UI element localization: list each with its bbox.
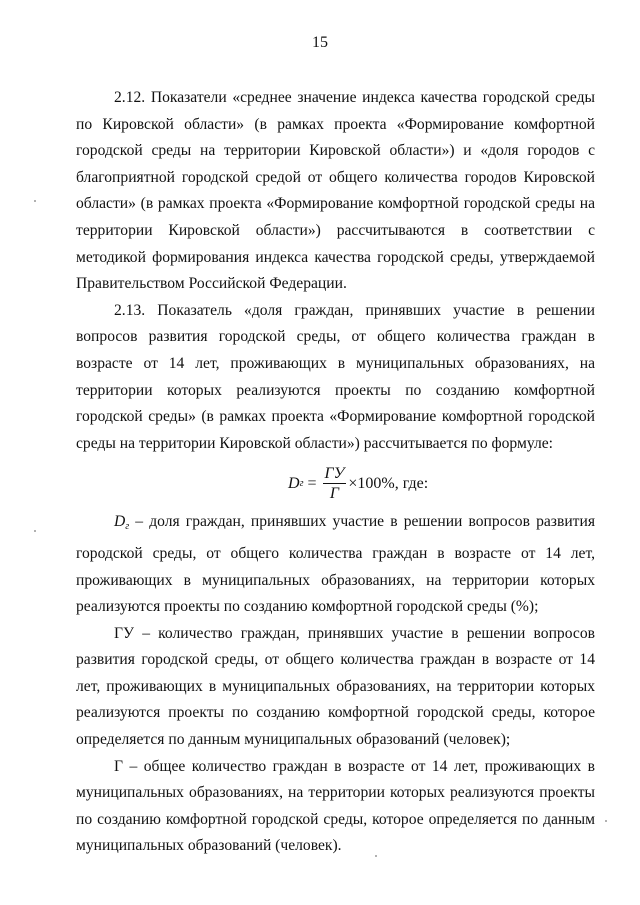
formula-equals: = bbox=[303, 474, 321, 492]
formula-lhs: D bbox=[288, 474, 300, 492]
scan-speck bbox=[34, 200, 36, 202]
definition-text: – общее количество граждан в возрасте от 14 лет, проживающих в муниципальных образованиях, на территории которых реализуются проекты по созданию комфортной городской среды, которое определяется по данным муниципальных образований (человек). bbox=[76, 757, 595, 855]
formula bbox=[76, 457, 595, 509]
document-body bbox=[76, 85, 595, 860]
definition-text: – количество граждан, принявших участие в решении вопросов развития городской среды, от общего количества граждан в возрасте от 14 лет, проживающих в муниципальных образованиях, на территории которых реализуются проекты по созданию комфортной городской среды, которое определяется по данным муниципальных образований (человек); bbox=[76, 624, 595, 749]
definition-gu bbox=[76, 621, 595, 754]
formula-fraction bbox=[323, 465, 347, 502]
formula-numerator: ГУ bbox=[324, 465, 345, 483]
formula-multiplier: ×100% bbox=[348, 474, 395, 492]
scan-speck bbox=[605, 820, 607, 822]
definition-term-subscript: г bbox=[125, 521, 130, 533]
paragraph-2-12: 2.12. Показатели «среднее значение индекса качества городской среды по Кировской области» (в рамках проекта «Формирование комфортной городской среды на территории Кировской области») и «доля городов с благоприятной городской средой от общего количества городов Кировской области» (в рамках проекта «Формирование комфортной городской среды на территории Кировской области») рассчитываются в соответствии с методикой формирования индекса качества городской среды, утверждаемой Правительством Российской Федерации. bbox=[76, 89, 595, 293]
definition-g bbox=[76, 754, 595, 860]
definition-term: D bbox=[114, 513, 126, 531]
formula-denominator: Г bbox=[329, 485, 339, 503]
scan-speck bbox=[34, 530, 36, 532]
formula-lhs-subscript: г bbox=[299, 477, 304, 489]
definition-term: ГУ bbox=[114, 624, 135, 642]
formula-suffix: , где: bbox=[394, 474, 429, 492]
paragraph-2-13: 2.13. Показатель «доля граждан, принявших участие в решении вопросов развития городской среды, от общего количества граждан в возрасте от 14 лет, проживающих в муниципальных образованиях, на территории которых реализуются проекты по созданию комфортной городской среды» (в рамках проекта «Формирование комфортной городской среды на территории Кировской области») рассчитывается по формуле: bbox=[76, 301, 595, 452]
definition-dg bbox=[76, 509, 595, 620]
definition-text: – доля граждан, принявших участие в решении вопросов развития городской среды, от общего количества граждан в возрасте от 14 лет, проживающих в муниципальных образованиях, на территории которых реализуются проекты по созданию комфортной городской среды (%); bbox=[76, 513, 595, 616]
page-number: 15 bbox=[312, 34, 328, 51]
formula-expression bbox=[288, 465, 428, 502]
scan-speck bbox=[375, 855, 377, 857]
definition-term: Г bbox=[114, 757, 124, 775]
